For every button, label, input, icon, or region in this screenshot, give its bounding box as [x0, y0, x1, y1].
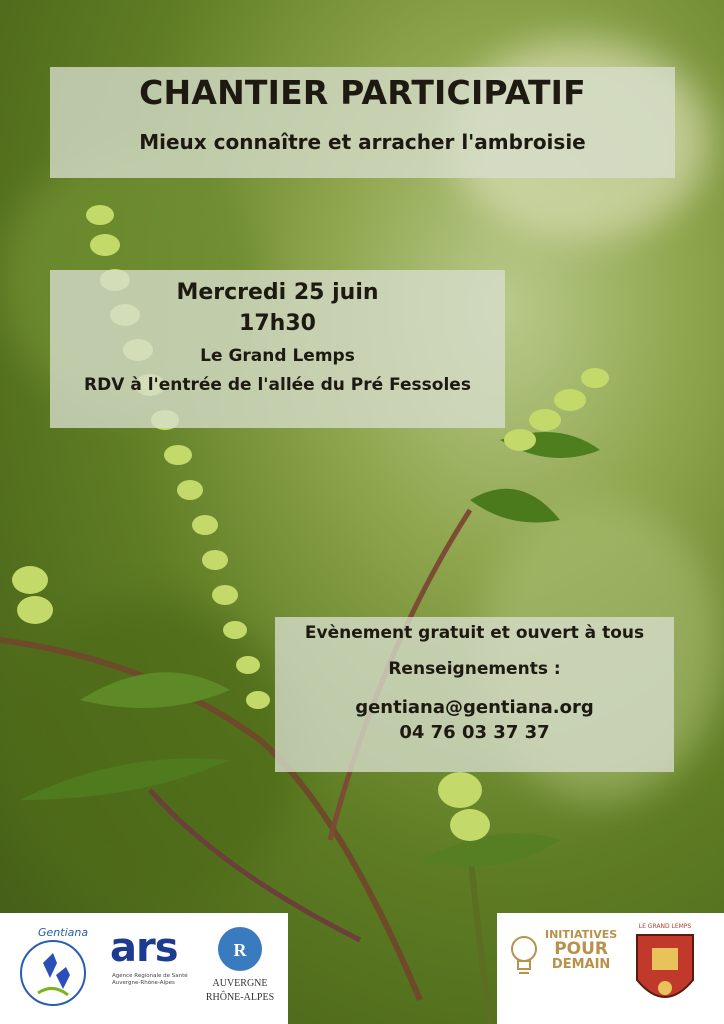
event-date: Mercredi 25 juin: [176, 280, 379, 305]
contact-panel: [275, 617, 674, 772]
svg-text:R: R: [233, 940, 247, 960]
ars-caption: Agence Régionale de Santé Auvergne-Rhône-Alpes: [112, 973, 188, 986]
ars-logo: ars: [110, 925, 178, 971]
partner-logos-right: [497, 913, 724, 1024]
lightbulb-icon: [507, 931, 541, 981]
crest-icon: [632, 930, 698, 1014]
initiatives-pour-demain-logo: [545, 929, 617, 972]
contact-email[interactable]: gentiana@gentiana.org: [355, 697, 594, 718]
initiatives-line2: POUR: [554, 938, 608, 959]
partner-logos-left: [0, 913, 288, 1024]
event-place: Le Grand Lemps: [200, 346, 355, 366]
initiatives-line1: INITIATIVES: [545, 928, 618, 941]
event-details-panel: [50, 270, 505, 428]
region-logo-text: AUVERGNE RHÔNE-ALPES: [205, 978, 275, 1003]
title-panel: [50, 67, 675, 178]
grand-lemps-crest-text: LE GRAND LEMPS: [638, 923, 692, 930]
region-logo-icon: [215, 925, 265, 973]
poster-title: CHANTIER PARTICIPATIF: [139, 73, 586, 112]
free-event-note: Evènement gratuit et ouvert à tous: [304, 623, 645, 643]
initiatives-line3: DEMAIN: [551, 957, 611, 973]
info-label: Renseignements :: [388, 659, 561, 679]
contact-phone[interactable]: 04 76 03 37 37: [399, 722, 550, 743]
event-time: 17h30: [239, 311, 316, 336]
grand-lemps-crest: [632, 923, 698, 1015]
gentiana-logo-text: Gentiana: [38, 926, 89, 939]
meeting-point: RDV à l'entrée de l'allée du Pré Fessoles: [84, 375, 471, 395]
poster-subtitle: Mieux connaître et arracher l'ambroisie: [139, 130, 586, 154]
